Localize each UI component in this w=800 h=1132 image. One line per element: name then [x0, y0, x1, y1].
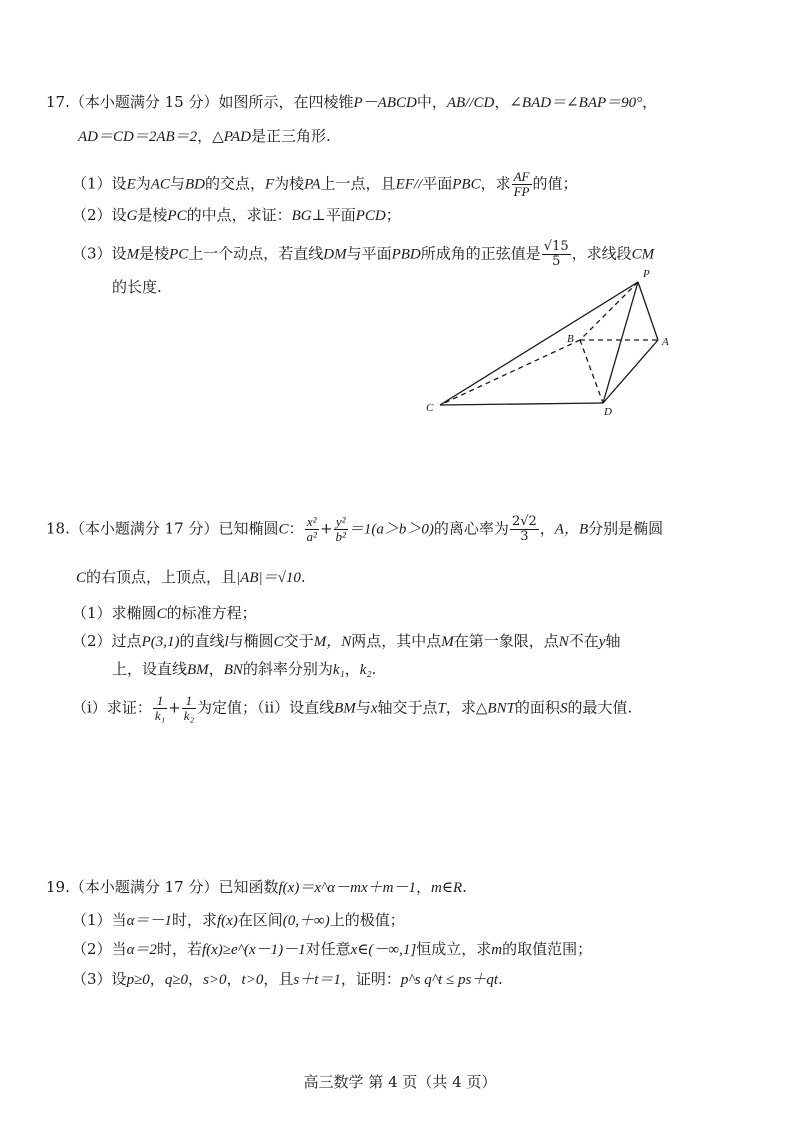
q18-pii-S: S [559, 700, 568, 717]
q18-pii-text: ，求 [445, 698, 476, 717]
pyramid-figure [420, 265, 680, 425]
fraction-denominator: b² [335, 529, 346, 544]
q17-p2-label: （2） [72, 206, 112, 224]
q19-func: f(x)＝x^α－mx＋m－1 [278, 880, 416, 896]
q19-p1-fx: f(x) [216, 913, 238, 929]
q17-p2-text: 的中点，求证： [186, 206, 292, 224]
q17-p2-PC: PC [167, 208, 187, 224]
q18-pi-label: （i） [72, 698, 107, 717]
q18-p2-text: 与椭圆 [228, 632, 274, 650]
fraction-denominator: FP [513, 184, 530, 199]
q18-p2-l: l [224, 634, 229, 650]
q18-part-1 [72, 602, 257, 625]
q19-p2-text: 时，若 [156, 940, 202, 958]
q18-points: （本小题满分 17 分） [69, 519, 219, 538]
q18-line2-text: 的右顶点，上顶点，且 [86, 568, 237, 586]
q19-p2-m: m [491, 942, 503, 958]
q19-number: 19. [46, 878, 70, 896]
q18-p2-BM: BM [187, 662, 209, 678]
q18-p2-text: 过点 [111, 632, 142, 650]
q17-p2-PCD: PCD [355, 208, 386, 224]
edge-BD-hidden [580, 340, 603, 403]
q18-number: 18. [46, 519, 70, 538]
q19-p1-label: （1） [72, 911, 112, 929]
q17-points: （本小题满分 15 分） [69, 93, 219, 111]
q19-p3-t: t>0 [241, 972, 264, 988]
q17-p1-text: 的值； [532, 174, 578, 193]
q17-part-2 [72, 204, 401, 227]
q17-part-1 [72, 170, 578, 199]
q18-part-i-ii [72, 694, 632, 723]
vertex-label-D: D [604, 406, 612, 418]
q18-pii-BNT: △BNT [475, 700, 515, 717]
q17-mid: 中， [416, 93, 447, 111]
fraction-denominator: k₂ [183, 708, 194, 723]
q18-pi-text: 求证： [106, 698, 152, 717]
fraction-numerator: 2√2 [511, 514, 537, 529]
q18-p2-N: N [558, 634, 569, 650]
fraction-denominator: k₁ [154, 708, 166, 723]
q18-p2-text: 上，设直线 [112, 660, 188, 678]
q17-p3-PC: PC [169, 246, 189, 263]
q17-p3-text: 设 [111, 244, 127, 263]
q18-line2-AB: |AB|＝√10 [236, 570, 301, 586]
q19-p2-x: x∈(－∞,1] [350, 942, 417, 958]
q19-p3-sep: ， [149, 970, 165, 988]
q18-p2-text: ， [208, 660, 224, 678]
q17-p1-PBC: PBC [452, 176, 481, 193]
edge-CD [440, 403, 603, 405]
q19-p1-text: 上的极值； [329, 911, 405, 929]
fraction-denominator: 3 [520, 529, 529, 544]
q17-p3-PBD: PBD [391, 246, 421, 263]
q19-p3-st: s＋t＝1 [293, 972, 341, 988]
q18-p2-label: （2） [72, 632, 112, 650]
q18-ecc-fraction [510, 515, 539, 544]
q17-pyramid: P－ABCD [353, 95, 417, 111]
q18-pii-T: T [437, 700, 446, 717]
q17-p1-fraction [512, 170, 532, 199]
fraction-numerator: x² [305, 515, 319, 530]
q18-p2-C: C [273, 634, 284, 650]
q18-line2-C: C [76, 570, 87, 586]
q18-p2-MN: M，N [313, 634, 352, 650]
q18-p2-text: . [371, 660, 377, 678]
q18-AB: A，B [554, 521, 589, 538]
fraction-numerator: 1 [153, 694, 167, 709]
q18-p2-text: ， [344, 660, 360, 678]
q18-tail: 分别是椭圆 [588, 519, 664, 538]
vertex-label-P: P [643, 268, 650, 280]
q17-p1-AC: AC [150, 176, 170, 193]
q19-p2-ineq: f(x)≥e^(x－1)－1 [201, 942, 306, 958]
q18-colon: ： [288, 519, 304, 538]
q19-p1-text: 在区间 [237, 911, 283, 929]
q17-number: 17. [46, 93, 70, 111]
q19-p3-text: ，证明： [340, 970, 401, 988]
q17-p3-text: 与平面 [346, 244, 392, 263]
q17-p1-label: （1） [72, 174, 112, 193]
q17-p1-text: 为棱 [274, 174, 305, 193]
q18-p2-k2: k₂ [359, 662, 372, 678]
q19-part-2 [72, 938, 592, 961]
q17-p2-text: ； [385, 206, 401, 224]
q17-line2-cond: AD＝CD＝2AB＝2 [78, 129, 198, 145]
q18-p2-P: P(3,1) [141, 634, 180, 650]
vertex-label-B: B [567, 333, 574, 345]
q17-p1-F: F [264, 176, 275, 193]
q18-pii-label: （ii） [257, 698, 290, 717]
q18-line2-end: . [300, 568, 306, 586]
fraction-denominator: 5 [552, 254, 561, 269]
q18-pi-text: 为定值； [197, 698, 258, 717]
q17-cond1: AB//CD [446, 95, 495, 111]
q17-p3-text: 是棱 [139, 244, 170, 263]
q19-p1-text: 时，求 [171, 911, 217, 929]
q17-p2-G: G [126, 208, 138, 224]
q18-p2-text: 两点，其中点 [351, 632, 442, 650]
q18-p1-label: （1） [72, 604, 112, 622]
q18-p2-BN: BN [223, 662, 243, 678]
q17-p1-E: E [126, 176, 136, 193]
q18-p1-text: 求椭圆 [111, 604, 157, 622]
q19-p1-text: 当 [111, 911, 127, 929]
q18-pii-text: 的最大值. [567, 698, 633, 717]
q17-part-3-line-2 [112, 276, 162, 298]
q17-p1-text: ，求 [480, 174, 511, 193]
q18-p2-text: 轴 [605, 632, 621, 650]
q19-p3-s: s>0 [203, 972, 227, 988]
q17-triangle: △PAD [212, 129, 251, 145]
q19-p2-text: 的取值范围； [502, 940, 593, 958]
q19-p2-label: （2） [72, 940, 112, 958]
q18-pi-plus: + [168, 698, 181, 717]
fraction-numerator: √15 [543, 239, 569, 254]
q18-p2-text: 不在 [568, 632, 599, 650]
q19-p1-alpha: α＝－1 [126, 913, 172, 929]
q18-pii-x: x [370, 700, 378, 717]
q17-p1-text: 与 [169, 174, 185, 193]
q17-line2-end: 是正三角形. [250, 127, 331, 145]
q17-line-1 [46, 91, 657, 114]
q19-part-1 [72, 909, 405, 932]
q19-intro: 已知函数 [218, 878, 279, 896]
q18-frac-x [305, 515, 319, 544]
page-footer: 高三数学 第 4 页（共 4 页） [303, 1073, 497, 1091]
q17-p2-text: 平面 [325, 206, 356, 224]
q19-p1-interval: (0,＋∞) [282, 913, 330, 929]
q18-p2-y: y [598, 634, 606, 650]
q19-p3-p: p≥0 [126, 972, 150, 988]
q17-p1-BD: BD [184, 176, 205, 193]
q19-points: （本小题满分 17 分） [69, 878, 219, 896]
q18-ecc-text: 的离心率为 [433, 519, 509, 538]
q19-p3-ineq: p^s q^t ≤ ps＋qt [400, 972, 499, 988]
q19-p3-text: ，且 [263, 970, 294, 988]
q17-cond2: ∠BAD＝∠BAP＝90° [509, 95, 643, 111]
q19-sep: ， [416, 878, 432, 896]
q18-p1-text: 的标准方程； [166, 604, 257, 622]
q19-line-1 [46, 876, 467, 899]
edge-PA [638, 282, 658, 340]
q19-p3-q: q≥0 [164, 972, 189, 988]
edge-BC-hidden [440, 340, 580, 405]
q17-p3-label: （3） [72, 244, 112, 263]
q19-p3-text: 设 [111, 970, 127, 988]
q19-end: . [462, 878, 467, 896]
q18-line-1 [46, 515, 663, 544]
q17-p1-text: 设 [111, 174, 127, 193]
q19-part-3 [72, 968, 503, 991]
q17-p3-CM: CM [631, 246, 655, 263]
q18-plus: + [319, 519, 333, 538]
q18-eq: ＝1(a＞b＞0) [348, 521, 434, 538]
q17-intro: 如图所示，在四棱锥 [218, 93, 354, 111]
q18-C: C [278, 521, 289, 538]
q18-line-2 [76, 566, 306, 589]
q17-sep: ， [494, 93, 510, 111]
q17-p3-text: 上一个动点，若直线 [188, 244, 324, 263]
q17-line2-sep: ， [197, 127, 213, 145]
q17-p3-DM: DM [323, 246, 347, 263]
q17-p1-EF: EF// [395, 176, 423, 193]
q19-p3-sep: ， [226, 970, 242, 988]
fraction-denominator: a² [306, 529, 317, 544]
q17-p1-PA: PA [304, 176, 321, 193]
q17-p3-M: M [126, 246, 140, 263]
q19-p2-text: 当 [111, 940, 127, 958]
q18-pii-text: 设直线 [289, 698, 335, 717]
q18-p2-k1: k₁ [332, 662, 345, 678]
q17-p3-text: 所成角的正弦值是 [420, 244, 541, 263]
q18-sep: ， [539, 519, 555, 538]
q18-pi-frac1 [153, 694, 167, 723]
fraction-numerator: y² [334, 515, 348, 530]
q18-part-2 [72, 630, 620, 653]
q18-pii-text: 轴交于点 [377, 698, 438, 717]
q17-p1-text: 的交点， [204, 174, 265, 193]
q18-p1-C: C [156, 606, 167, 622]
q18-frac-y [334, 515, 348, 544]
q17-p2-text: 是棱 [137, 206, 168, 224]
fraction-numerator: 1 [182, 694, 196, 709]
q17-p1-text: 平面 [422, 174, 453, 193]
q17-p3-line2: 的长度. [112, 278, 162, 296]
q17-p1-text: 为 [135, 174, 151, 193]
q17-p3-text: ，求线段 [571, 244, 632, 263]
q19-p3-end: . [498, 970, 503, 988]
q19-p2-text: 对任意 [305, 940, 351, 958]
q18-pii-text: 与 [355, 698, 371, 717]
q18-part-2-line-2 [112, 658, 376, 681]
q18-p2-text: 的斜率分别为 [242, 660, 333, 678]
q17-end: ， [642, 93, 658, 111]
vertex-label-A: A [662, 336, 669, 348]
q18-intro: 已知椭圆 [218, 519, 279, 538]
q18-p2-text: 交于 [283, 632, 314, 650]
q18-p2-text: 在第一象限，点 [453, 632, 559, 650]
q19-p2-text: 恒成立，求 [416, 940, 492, 958]
q19-p3-label: （3） [72, 970, 112, 988]
q18-pi-frac2 [182, 694, 196, 723]
q19-m-in: m∈R [431, 880, 463, 896]
q17-p2-text: 设 [111, 206, 127, 224]
q18-p2-text: 的直线 [179, 632, 225, 650]
fraction-numerator: AF [513, 169, 530, 184]
edge-DA [603, 340, 658, 403]
q18-pii-BM: BM [334, 700, 356, 717]
q17-line-2 [78, 125, 331, 148]
q19-p2-alpha: α＝2 [126, 942, 157, 958]
q17-p1-text: 上一点，且 [320, 174, 396, 193]
q17-p2-BG: BG⊥ [291, 208, 326, 224]
q18-p2-M: M [441, 634, 454, 650]
vertex-label-C: C [426, 402, 434, 414]
q18-pii-text: 的面积 [514, 698, 560, 717]
q19-p3-sep: ， [188, 970, 204, 988]
